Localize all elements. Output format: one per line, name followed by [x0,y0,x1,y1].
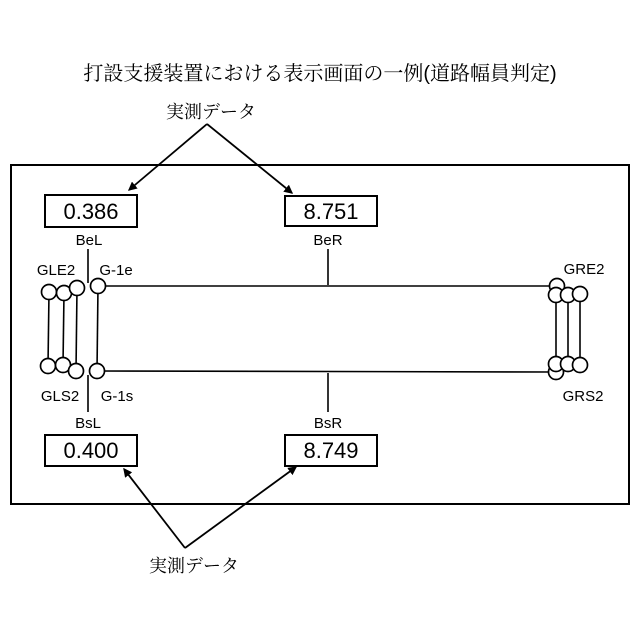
readout-bel [45,195,137,249]
readout-value: 0.386 [63,199,119,224]
readout-bsl [45,415,137,466]
label-grs2: GRS2 [562,388,604,405]
girder-bottom-line [97,371,556,372]
label-g1s: G-1s [100,388,134,405]
readout-label: BsR [313,415,343,432]
readout-label: BeL [75,232,103,249]
sensor-cluster-top-right [549,279,588,303]
readout-value: 8.751 [303,199,359,224]
readout-value: 8.749 [303,438,359,463]
sensor-cluster-top-left [42,279,106,301]
sensor-labels [37,261,605,405]
sensor-marker [573,358,588,373]
label-g1e: G-1e [99,262,133,279]
readout-ber [285,196,377,249]
sensor-marker [41,359,56,374]
sensor-marker-g1s [90,364,105,379]
sensor-marker [573,287,588,302]
sensor-marker [69,364,84,379]
sensor-marker-g1e [91,279,106,294]
readout-bsr [285,415,377,466]
callout-arrows-top [129,124,292,193]
readout-label: BsL [75,415,101,432]
measured-data-label-bottom: 実測データ [149,556,239,576]
measured-data-label-top: 実測データ [166,102,256,122]
sensor-marker [70,281,85,296]
sensor-marker [42,285,57,300]
sensor-cluster-bottom-right [549,357,588,380]
readout-value: 0.400 [63,438,119,463]
readout-label: BeR [313,232,343,249]
label-gls2: GLS2 [40,388,80,405]
label-gle2: GLE2 [36,262,76,279]
sensor-cluster-bottom-left [41,358,105,379]
figure-title: 打設支援装置における表示画面の一例(道路幅員判定) [83,63,557,85]
label-gre2: GRE2 [563,261,605,278]
callout-arrows-bottom [124,467,296,548]
